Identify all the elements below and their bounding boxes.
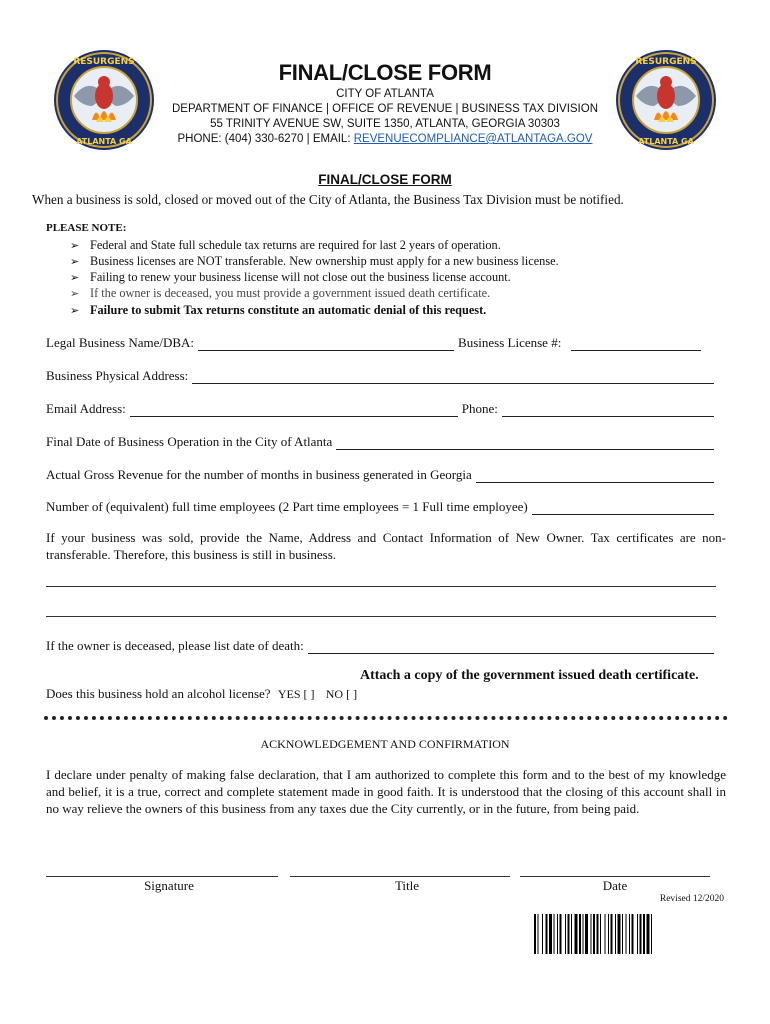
note-item: ➢ Federal and State full schedule tax returns are required for last 2 years of operation. xyxy=(70,238,501,252)
phone-text: PHONE: (404) 330-6270 | EMAIL: xyxy=(177,133,354,145)
title-label: Title xyxy=(394,878,420,893)
legal-name-label: Legal Business Name/DBA: xyxy=(46,335,195,350)
please-note-label: PLEASE NOTE: xyxy=(46,222,127,234)
gross-revenue-row xyxy=(46,465,718,483)
note-item: ➢ Failure to submit Tax returns constitute an automatic denial of this request. xyxy=(70,303,487,317)
license-number-label: Business License #: xyxy=(458,335,562,350)
new-owner-line-1[interactable] xyxy=(46,586,716,587)
final-date-field[interactable] xyxy=(336,436,714,450)
section-divider xyxy=(44,716,728,720)
svg-text:ATLANTA GA: ATLANTA GA xyxy=(76,137,132,146)
email-label: Email Address: xyxy=(46,401,126,416)
legal-name-field[interactable] xyxy=(198,337,454,351)
intro-text: When a business is sold, closed or moved out of the City of Atlanta, the Business Tax Division must be notified. xyxy=(32,192,624,207)
contact-line xyxy=(0,132,770,147)
revision-date: Revised 12/2020 xyxy=(659,894,724,904)
city-name: CITY OF ATLANTA xyxy=(336,88,434,100)
sold-info-text: If your business was sold, provide the Name, Address and Contact Information of New Owner. Tax certificates are non-transferable. Therefore, this business is still in business. xyxy=(46,530,726,562)
arrow-bullet-icon: ➢ xyxy=(70,271,80,284)
alcohol-license-row xyxy=(46,686,357,702)
acknowledgement-text: I declare under penalty of making false declaration, that I am authorized to complete this form and to the best of my knowledge and belief, it is a true, correct and complete statement made in good faith. It is understood that the closing of this account shall in no way relieve the owners of this business from any taxes due the City currently, or in the future, from being paid. xyxy=(46,767,726,816)
department-name: DEPARTMENT OF FINANCE | OFFICE OF REVENUE | BUSINESS TAX DIVISION xyxy=(172,103,598,115)
physical-address-field[interactable] xyxy=(192,370,714,384)
alcohol-license-label: Does this business hold an alcohol license? xyxy=(46,686,271,701)
email-field[interactable] xyxy=(130,403,458,417)
office-address: 55 TRINITY AVENUE SW, SUITE 1350, ATLANTA, GEORGIA 30303 xyxy=(210,118,560,130)
page-title: FINAL/CLOSE FORM xyxy=(278,60,492,85)
acknowledgement-title: ACKNOWLEDGEMENT AND CONFIRMATION xyxy=(260,737,510,751)
email-phone-row xyxy=(46,399,718,417)
legal-name-row xyxy=(46,333,718,351)
email-link[interactable]: REVENUECOMPLIANCE@ATLANTAGA.GOV xyxy=(353,133,593,145)
phone-label: Phone: xyxy=(461,401,498,416)
physical-address-label: Business Physical Address: xyxy=(46,368,189,383)
svg-text:RESURGENS: RESURGENS xyxy=(635,57,697,67)
alcohol-no-checkbox[interactable]: NO [ ] xyxy=(325,687,358,701)
title-line[interactable] xyxy=(290,876,510,877)
physical-address-row xyxy=(46,366,718,384)
license-number-field[interactable] xyxy=(571,337,701,351)
new-owner-line-2[interactable] xyxy=(46,616,716,617)
employees-label: Number of (equivalent) full time employees (2 Part time employees = 1 Full time employee) xyxy=(46,499,528,514)
date-of-death-field[interactable] xyxy=(308,640,714,654)
phone-field[interactable] xyxy=(502,403,714,417)
gross-revenue-field[interactable] xyxy=(476,469,714,483)
svg-text:ATLANTA GA: ATLANTA GA xyxy=(638,137,694,146)
employees-row xyxy=(46,497,718,515)
date-of-death-row xyxy=(46,636,718,654)
gross-revenue-label: Actual Gross Revenue for the number of months in business generated in Georgia xyxy=(46,467,472,482)
arrow-bullet-icon: ➢ xyxy=(70,287,80,300)
employees-field[interactable] xyxy=(532,501,714,515)
final-date-row xyxy=(46,432,718,450)
note-item: ➢ Failing to renew your business license will not close out the business license account. xyxy=(70,270,511,284)
signature-label: Signature xyxy=(144,878,194,893)
final-date-label: Final Date of Business Operation in the City of Atlanta xyxy=(46,434,333,449)
barcode-icon xyxy=(534,914,726,954)
note-item: ➢ Business licenses are NOT transferable. New ownership must apply for a new business license. xyxy=(70,254,559,268)
arrow-bullet-icon: ➢ xyxy=(70,304,80,317)
alcohol-yes-checkbox[interactable]: YES [ ] xyxy=(277,687,315,701)
date-of-death-label: If the owner is deceased, please list date of death: xyxy=(46,638,304,653)
svg-text:RESURGENS: RESURGENS xyxy=(73,57,135,67)
death-certificate-note: Attach a copy of the government issued death certificate. xyxy=(360,668,699,683)
signature-line[interactable] xyxy=(46,876,278,877)
date-label: Date xyxy=(602,878,628,893)
arrow-bullet-icon: ➢ xyxy=(70,255,80,268)
form-subtitle: FINAL/CLOSE FORM xyxy=(318,172,452,187)
arrow-bullet-icon: ➢ xyxy=(70,239,80,252)
note-item: ➢ If the owner is deceased, you must provide a government issued death certificate. xyxy=(70,286,491,300)
date-line[interactable] xyxy=(520,876,710,877)
